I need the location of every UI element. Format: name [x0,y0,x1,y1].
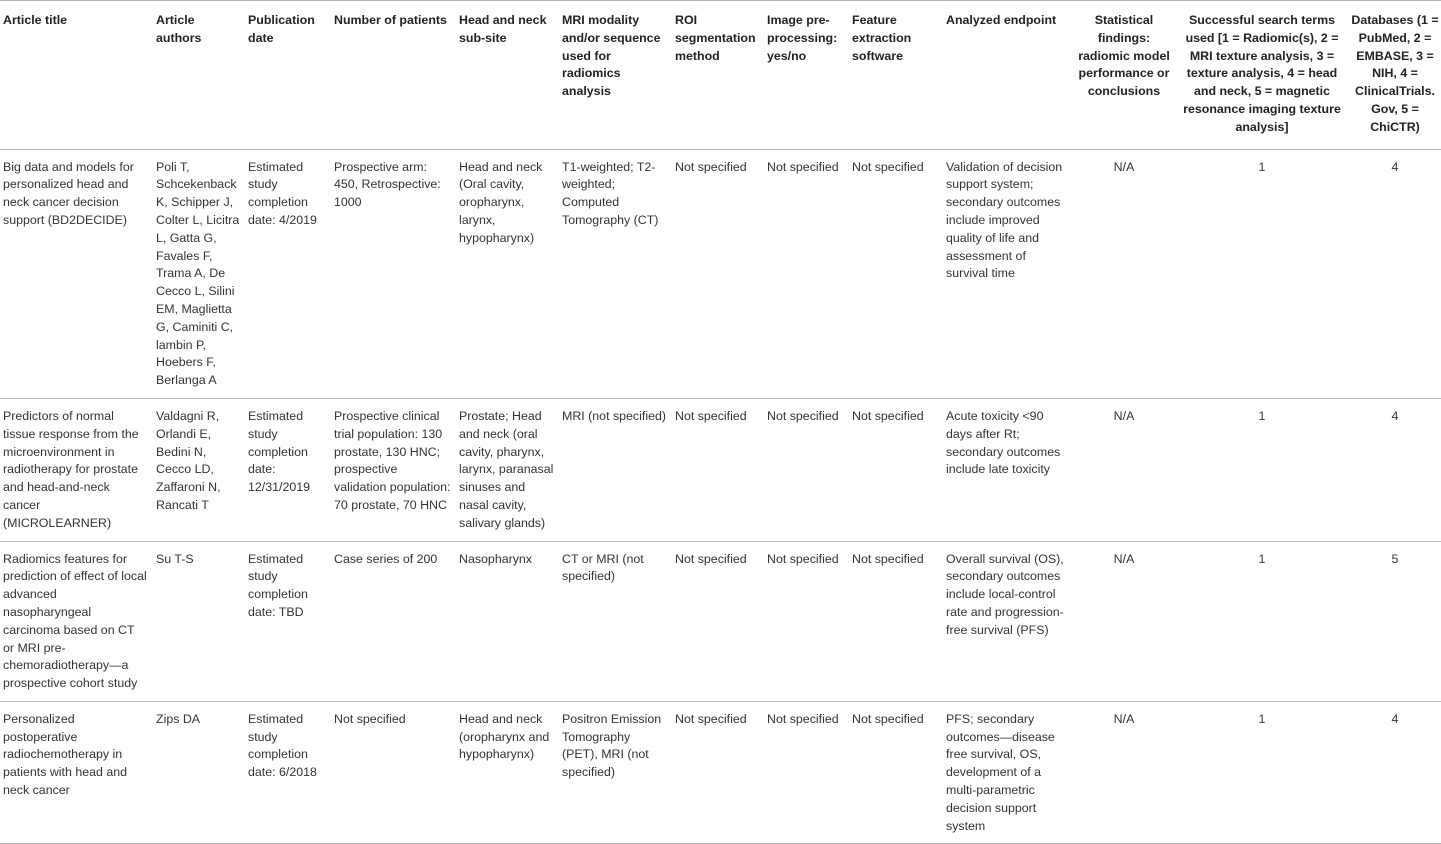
cell-search-terms: 1 [1177,541,1347,701]
header-feature-software: Feature extraction software [848,1,942,150]
cell-title: Big data and models for personalized head and neck cancer decision support (BD2DECIDE) [0,149,152,398]
cell-search-terms: 1 [1177,149,1347,398]
cell-preprocessing: Not specified [763,398,848,541]
cell-software: Not specified [848,398,942,541]
header-search-terms: Successful search terms used [1 = Radiomic(s), 2 = MRI texture analysis, 3 = texture analysis, 4 = head and neck, 5 = magnetic resonance imaging texture analysis] [1177,1,1347,150]
header-databases: Databases (1 = PubMed, 2 = EMBASE, 3 = NIH, 4 = ClinicalTrials. Gov, 5 = ChiCTR) [1347,1,1441,150]
cell-software: Not specified [848,541,942,701]
cell-patients: Prospective arm: 450, Retrospective: 1000 [330,149,455,398]
table-row [0,149,1441,398]
cell-modality: T1-weighted; T2-weighted; Computed Tomography (CT) [558,149,671,398]
header-statistical-findings: Statistical findings: radiomic model performance or conclusions [1071,1,1177,150]
cell-authors: Poli T, Schcekenback K, Schipper J, Colter L, Licitra L, Gatta G, Favales F, Trama A, De Cecco L, Silini EM, Maglietta G, Caminiti C, lambin P, Hoebers F, Berlanga A [152,149,244,398]
table-row [0,541,1441,701]
cell-endpoint: Overall survival (OS), secondary outcomes include local-control rate and progression-free survival (PFS) [942,541,1071,701]
table-row [0,701,1441,844]
cell-modality: MRI (not specified) [558,398,671,541]
cell-roi: Not specified [671,149,763,398]
cell-patients: Not specified [330,701,455,844]
cell-databases: 4 [1347,149,1441,398]
cell-subsite: Nasopharynx [455,541,558,701]
cell-search-terms: 1 [1177,398,1347,541]
cell-roi: Not specified [671,701,763,844]
cell-software: Not specified [848,149,942,398]
cell-subsite: Prostate; Head and neck (oral cavity, pharynx, larynx, paranasal sinuses and nasal cavity, salivary glands) [455,398,558,541]
cell-search-terms: 1 [1177,701,1347,844]
cell-endpoint: PFS; secondary outcomes—disease free survival, OS, development of a multi-parametric decision support system [942,701,1071,844]
cell-preprocessing: Not specified [763,149,848,398]
cell-date: Estimated study completion date: 12/31/2019 [244,398,330,541]
cell-endpoint: Validation of decision support system; secondary outcomes include improved quality of life and assessment of survival time [942,149,1071,398]
cell-date: Estimated study completion date: 6/2018 [244,701,330,844]
cell-databases: 4 [1347,398,1441,541]
cell-databases: 5 [1347,541,1441,701]
table-row [0,398,1441,541]
header-image-preprocessing: Image pre-processing: yes/no [763,1,848,150]
cell-subsite: Head and neck (Oral cavity, oropharynx, larynx, hypopharynx) [455,149,558,398]
cell-stats: N/A [1071,149,1177,398]
cell-title: Radiomics features for prediction of effect of local advanced nasopharyngeal carcinoma based on CT or MRI pre-chemoradiotherapy—a prospective cohort study [0,541,152,701]
cell-preprocessing: Not specified [763,701,848,844]
cell-date: Estimated study completion date: 4/2019 [244,149,330,398]
cell-modality: Positron Emission Tomography (PET), MRI (not specified) [558,701,671,844]
cell-stats: N/A [1071,701,1177,844]
cell-authors: Valdagni R, Orlandi E, Bedini N, Cecco LD, Zaffaroni N, Rancati T [152,398,244,541]
cell-patients: Prospective clinical trial population: 130 prostate, 130 HNC; prospective validation population: 70 prostate, 70 HNC [330,398,455,541]
cell-patients: Case series of 200 [330,541,455,701]
cell-subsite: Head and neck (oropharynx and hypopharynx) [455,701,558,844]
cell-software: Not specified [848,701,942,844]
cell-preprocessing: Not specified [763,541,848,701]
cell-authors: Zips DA [152,701,244,844]
table-header-row [0,1,1441,150]
header-subsite: Head and neck sub-site [455,1,558,150]
cell-title: Personalized postoperative radiochemotherapy in patients with head and neck cancer [0,701,152,844]
header-publication-date: Publication date [244,1,330,150]
header-article-title: Article title [0,1,152,150]
header-analyzed-endpoint: Analyzed endpoint [942,1,1071,150]
cell-stats: N/A [1071,541,1177,701]
cell-authors: Su T-S [152,541,244,701]
cell-roi: Not specified [671,398,763,541]
header-article-authors: Article authors [152,1,244,150]
header-number-of-patients: Number of patients [330,1,455,150]
cell-title: Predictors of normal tissue response from the microenvironment in radiotherapy for prostate and head-and-neck cancer (MICROLEARNER) [0,398,152,541]
cell-roi: Not specified [671,541,763,701]
header-roi-segmentation: ROI segmentation method [671,1,763,150]
cell-endpoint: Acute toxicity <90 days after Rt; secondary outcomes include late toxicity [942,398,1071,541]
cell-date: Estimated study completion date: TBD [244,541,330,701]
cell-stats: N/A [1071,398,1177,541]
cell-databases: 4 [1347,701,1441,844]
header-mri-modality: MRI modality and/or sequence used for radiomics analysis [558,1,671,150]
cell-modality: CT or MRI (not specified) [558,541,671,701]
